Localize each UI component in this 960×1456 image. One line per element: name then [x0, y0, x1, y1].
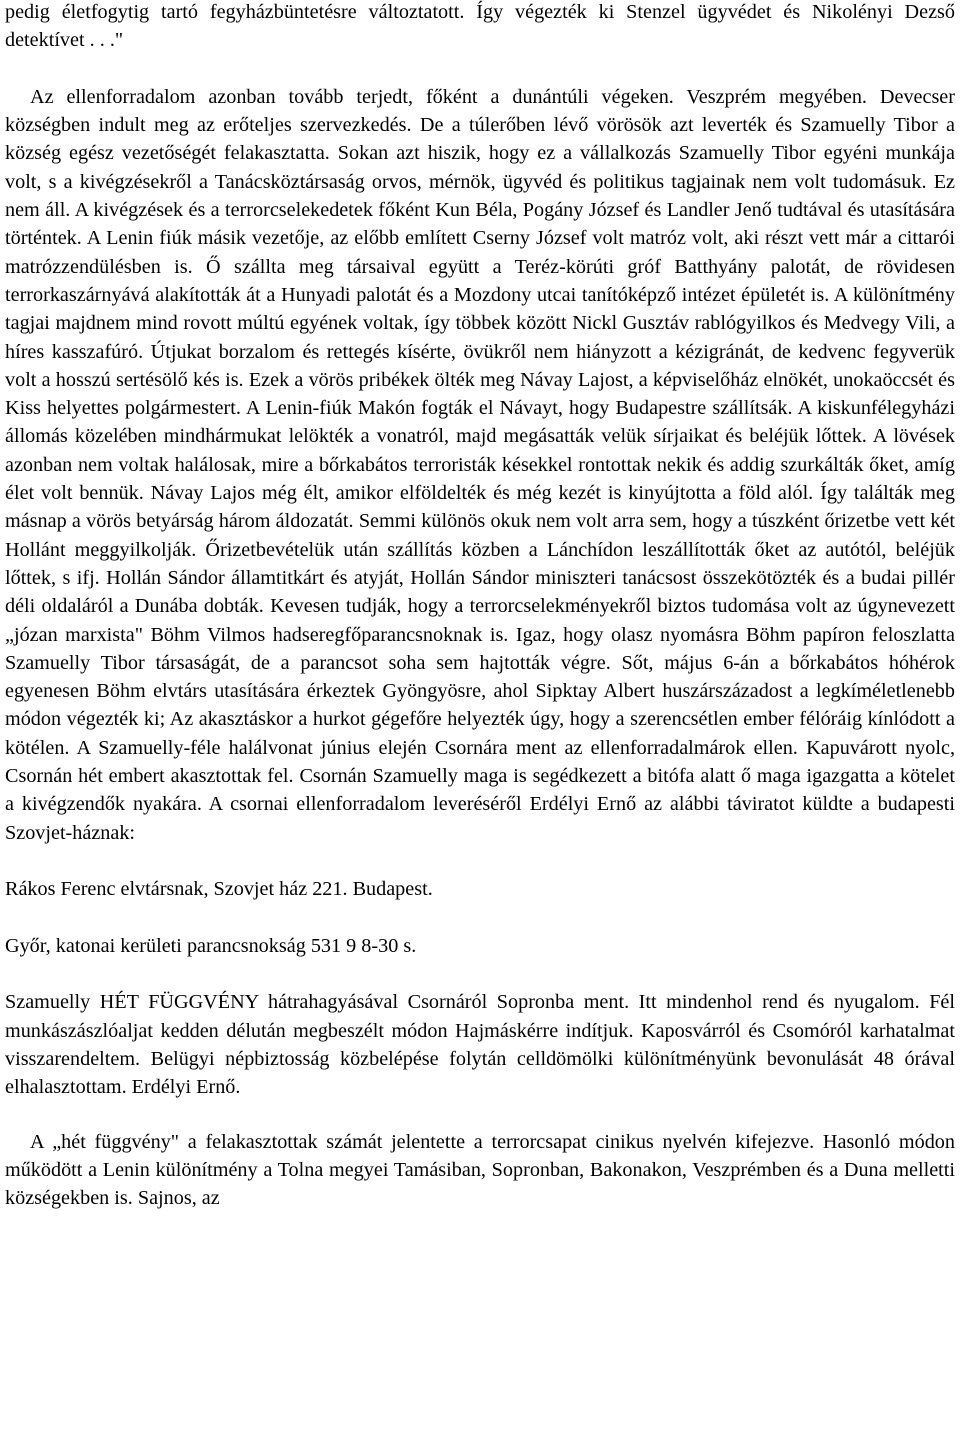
telegram-address: Rákos Ferenc elvtársnak, Szovjet ház 221. Budapest. [5, 878, 433, 901]
paragraph-closing: A „hét függvény" a felakasztottak számát jelentette a terrorcsapat cinikus nyelvén kifejezve. Hasonló módon működött a Lenin különítmény a Tolna megyei Tamásiban, Sopronban, Bakonakon, Veszprémben és a Duna melletti községekben is. Sajnos, az [5, 1130, 955, 1210]
document-page [5, 0, 955, 1212]
paragraph-intro: pedig életfogytig tartó fegyházbüntetésre változtatott. Így végezték ki Stenzel ügyvédet és Nikolényi Dezső detektívet . . ." [5, 1, 955, 52]
telegram-body: Szamuelly HÉT FÜGGVÉNY hátrahagyásával Csornáról Sopronba ment. Itt mindenhol rend és nyugalom. Fél munkászászlóaljat kedden délután megbeszélt módon Hajmáskérre indítjuk. Kaposvárról és Csomóról karhatalmat visszarendeltem. Belügyi népbiztosság közbelépése folytán celldömölki különítményünk bevonulását 48 órával elhalasztottam. Erdélyi Ernő. [5, 991, 955, 1099]
paragraph-main: Az ellenforradalom azonban tovább terjedt, főként a dunántúli végeken. Veszprém megyében. Devecser községben indult meg az erőteljes szervezkedés. De a túlerőben lévő vörösök azt leverték és Szamuelly Tibor a község egész vezetőségét felakasztatta. Sokan azt hiszik, hogy ez a vállalkozás Szamuelly Tibor egyéni munkája volt, s a kivégzésekről a Tanácsköztársaság orvos, mérnök, ügyvéd és politikus tagjainak nem volt tudomásuk. Ez nem áll. A kivégzések és a terrorcselekedetek főként Kun Béla, Pogány József és Landler Jenő tudtával és utasítására történtek. A Lenin fiúk másik vezetője, az előbb említett Cserny József volt matróz volt, aki részt vett már a cittarói matrózzendülésben is. Ő szállta meg társaival együtt a Teréz-körúti gróf Batthyány palotát, de rövidesen terrorkaszárnyává alakították át a Hunyadi palotát és a Mozdony utcai tanítóképző intézet épületét is. A különítmény tagjai majdnem mind rovott múltú egyének voltak, így többek között Nickl Gusztáv rablógyilkos és Medvegy Vili, a híres kasszafúró. Útjukat borzalom és rettegés kísérte, övükről nem hiányzott a kézigránát, de kedvenc fegyverük volt a hosszú sertésölő kés is. Ezek a vörös pribékek ölték meg Návay Lajost, a képviselőház elnökét, unokaöccsét és Kiss helyettes polgármestert. A Lenin-fiúk Makón fogták el Návayt, hogy Budapestre szállítsák. A kiskunfélegyházi állomás közelében mindhármukat lelökték a vonatról, majd megásatták velük sírjaikat és beléjük lőttek. A lövések azonban nem voltak halálosak, mire a bőrkabátos terroristák késekkel rontottak nekik és addig szurkálták őket, amíg élet volt bennük. Návay Lajos még élt, amikor elföldelték és még kezét is kinyújtotta a föld alól. Így találták meg másnap a vörös betyárság három áldozatát. Semmi különös okuk nem volt arra sem, hogy a túszként őrizetbe vett két Hollánt meggyilkolják. Őrizetbevételük után szállítás közben a Lánchídon leszállították őket az autótól, beléjük lőttek, s ifj. Hollán Sándor államtitkárt és atyját, Hollán Sándor miniszteri tanácsost összekötözték és a budai pillér déli oldaláról a Dunába dobták. Kevesen tudják, hogy a terrorcselekményekről biztos tudomása volt az úgynevezett „józan marxista" Böhm Vilmos hadseregfőparancsnoknak is. Igaz, hogy olasz nyomásra Böhm papíron feloszlatta Szamuelly Tibor társaságát, de a parancsot soha sem hajtották végre. Sőt, május 6-án a bőrkabátos hóhérok egyenesen Böhm elvtárs utasítására érkeztek Gyöngyösre, ahol Sipktay Albert huszárszázadost a legkíméletlenebb módon végezték ki; Az akasztáskor a hurkot gégefőre helyezték úgy, hogy a szerencsétlen ember félóráig kínlódott a kötélen. A Szamuelly-féle halálvonat június elején Csornára ment az ellenforradalmárok ellen. Kapuvárott nyolc, Csornán hét embert akasztottak fel. Csornán Szamuelly maga is segédkezett a bitófa alatt ő maga igazgatta a kötelet a kivégzendők nyakára. A csornai ellenforradalom leveréséről Erdélyi Ernő az alábbi táviratot küldte a budapesti Szovjet-háznak: [5, 85, 955, 844]
telegram-origin: Győr, katonai kerületi parancsnokság 531 9 8-30 s. [5, 934, 417, 957]
